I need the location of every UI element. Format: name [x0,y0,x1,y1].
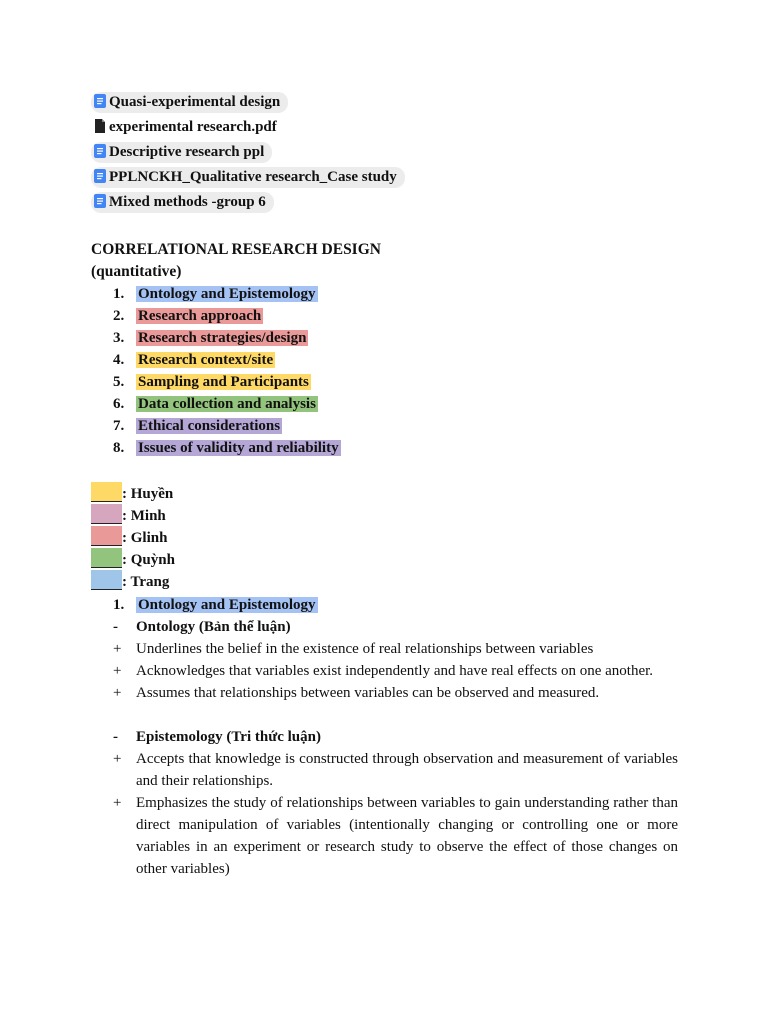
legend-swatch [91,548,122,568]
heading-title: CORRELATIONAL RESEARCH DESIGN [91,241,381,258]
outline-item [113,305,341,327]
outline-item [113,283,341,305]
legend-row [91,570,175,592]
outline-text: Research approach [138,308,262,324]
bullet-row [113,660,678,682]
outline-item [113,327,341,349]
file-chip-label: Descriptive research ppl [109,144,265,160]
epistemology-point: Emphasizes the study of relationships between variables to gain understanding rather than direct manipulation of variables (intentionally changing or controlling one or more variables in an experiment or research study to observe the effect of those changes on other variables) [136,795,678,877]
outline-text: Research strategies/design [138,330,307,346]
section-ontology-epistemology [113,594,678,880]
outline-number: 7. [113,418,125,434]
epistemology-point: Accepts that knowledge is constructed through observation and measurement of variables and their relationships. [136,751,678,789]
outline-list [113,283,341,459]
file-chip-descriptive-research[interactable] [91,142,272,163]
outline-text: Data collection and analysis [138,396,316,412]
google-doc-icon [94,194,106,208]
outline-number: 1. [113,286,125,302]
outline-number: 4. [113,352,125,368]
google-doc-icon [94,144,106,158]
file-chip-quasi-experimental[interactable] [91,92,288,113]
file-chip-label: PPLNCKH_Qualitative research_Case study [109,169,397,185]
outline-item [113,371,341,393]
ontology-point: Assumes that relationships between variables can be observed and measured. [136,685,600,701]
outline-text: Sampling and Participants [138,374,309,390]
outline-text: Ethical considerations [138,418,281,434]
google-doc-icon [94,169,106,183]
pdf-file-icon [94,119,106,133]
section-number: 1. [113,597,125,613]
legend-row [91,482,175,504]
ontology-heading-row [113,616,678,638]
outline-item [113,437,341,459]
outline-number: 8. [113,440,125,456]
dash-marker: - [113,729,118,745]
file-chip-label: experimental research.pdf [109,119,277,135]
section-title-row [113,594,678,616]
legend-row [91,504,175,526]
section-title-text: Ontology and Epistemology [138,597,316,613]
outline-number: 3. [113,330,125,346]
file-chip-mixed-methods[interactable] [91,192,274,213]
ontology-point: Underlines the belief in the existence of real relationships between variables [136,641,594,657]
legend-row [91,526,175,548]
bullet-row [113,638,678,660]
dash-marker: - [113,619,118,635]
plus-marker: + [113,795,122,811]
ontology-point: Acknowledges that variables exist independently and have real effects on one another. [136,663,654,679]
bullet-row [113,792,678,880]
outline-item [113,349,341,371]
plus-marker: + [113,685,122,701]
bullet-row [113,748,678,792]
legend-swatch [91,570,122,590]
outline-text: Issues of validity and reliability [138,440,339,456]
legend-name: : Trang [122,574,170,590]
file-chip-experimental-pdf[interactable] [91,117,285,138]
legend-name: : Minh [122,508,166,524]
heading-subtitle: (quantitative) [91,263,182,280]
legend-swatch [91,482,122,502]
legend-name: : Glinh [122,530,168,546]
file-chip-label: Quasi-experimental design [109,94,281,110]
document-heading [91,239,381,283]
outline-item [113,415,341,437]
legend-swatch [91,504,122,524]
outline-number: 2. [113,308,125,324]
outline-number: 6. [113,396,125,412]
legend-name: : Huyền [122,486,174,502]
outline-text: Research context/site [138,352,274,368]
bullet-row [113,682,678,704]
plus-marker: + [113,663,122,679]
linked-files-list [91,92,405,217]
legend-row [91,548,175,570]
outline-item [113,393,341,415]
file-chip-label: Mixed methods -group 6 [109,194,266,210]
section-title [136,594,318,616]
epistemology-heading-row [113,726,678,748]
epistemology-heading: Epistemology (Tri thức luận) [136,729,321,745]
legend-name: : Quỳnh [122,552,175,568]
color-legend [91,482,175,592]
legend-swatch [91,526,122,546]
file-chip-qualitative-case-study[interactable] [91,167,405,188]
plus-marker: + [113,751,122,767]
outline-number: 5. [113,374,125,390]
outline-text: Ontology and Epistemology [138,286,316,302]
ontology-heading: Ontology (Bản thể luận) [136,619,291,635]
plus-marker: + [113,641,122,657]
google-doc-icon [94,94,106,108]
